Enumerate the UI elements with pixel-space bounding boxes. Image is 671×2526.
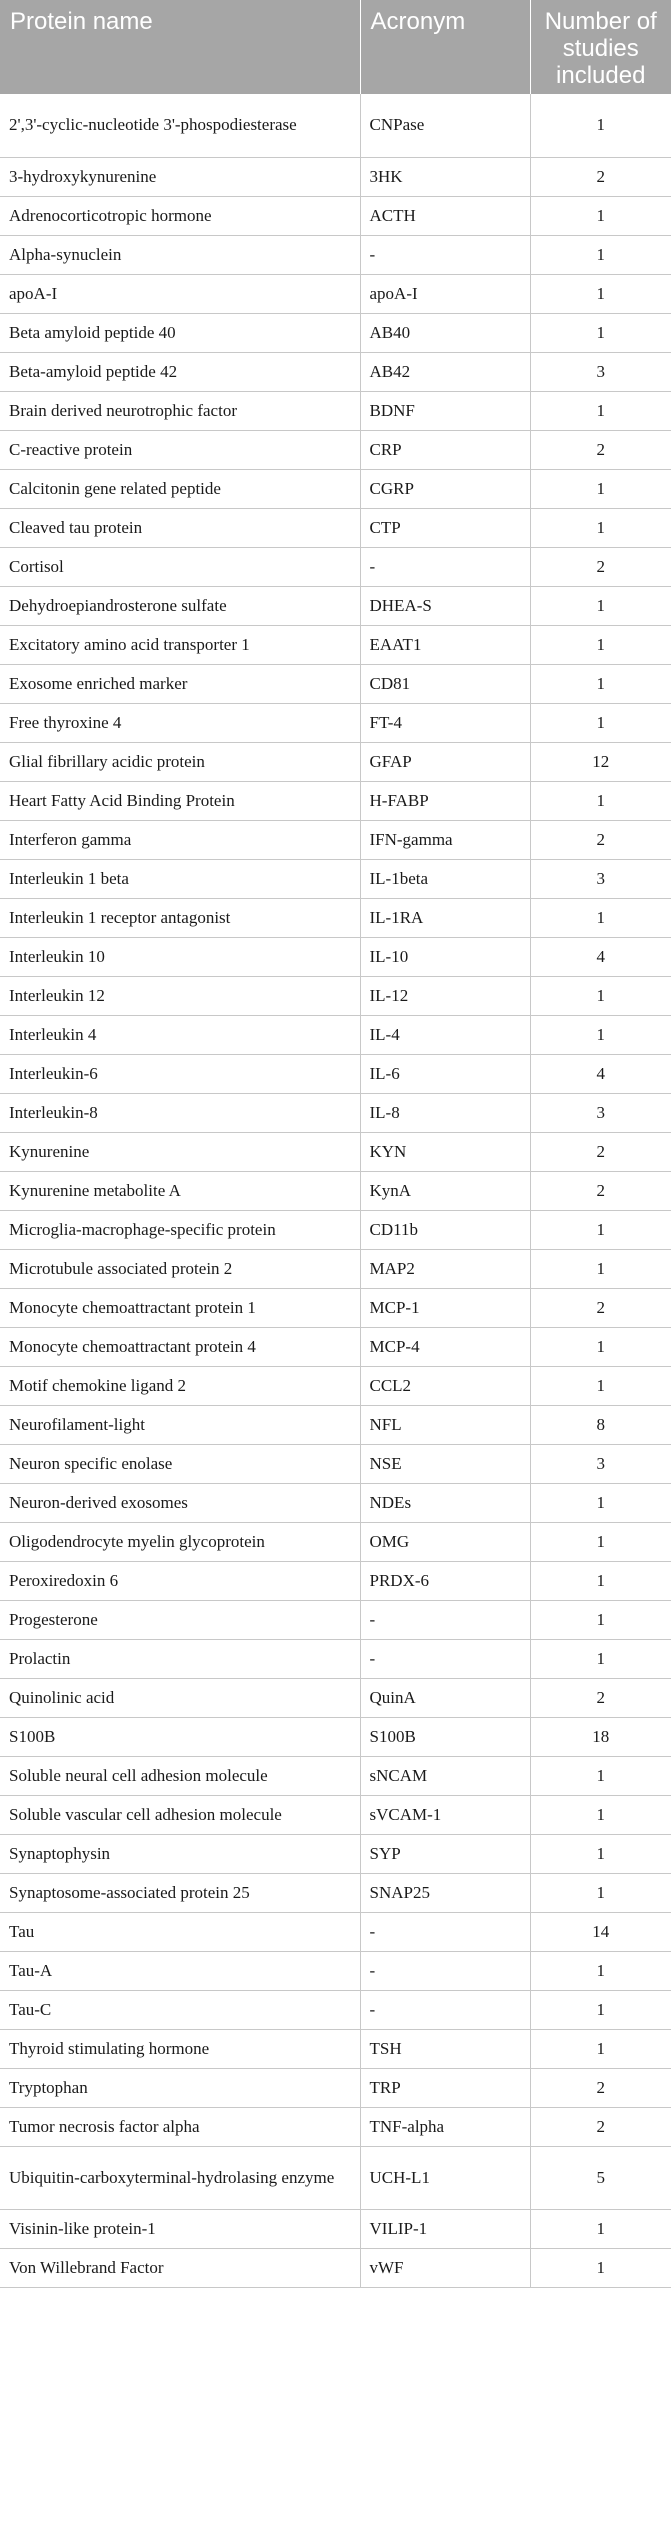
protein-name-cell: Neuron-derived exosomes bbox=[0, 1483, 360, 1522]
protein-name-cell: S100B bbox=[0, 1717, 360, 1756]
protein-name-cell: 3-hydroxykynurenine bbox=[0, 157, 360, 196]
study-count-cell: 2 bbox=[530, 1171, 671, 1210]
acronym-cell: KYN bbox=[360, 1132, 530, 1171]
protein-name-cell: Tau-A bbox=[0, 1951, 360, 1990]
study-count-cell: 1 bbox=[530, 1015, 671, 1054]
acronym-cell: IL-8 bbox=[360, 1093, 530, 1132]
header-row bbox=[0, 0, 671, 94]
protein-name-cell: Tumor necrosis factor alpha bbox=[0, 2107, 360, 2146]
study-count-cell: 1 bbox=[530, 469, 671, 508]
protein-name-cell: Soluble neural cell adhesion molecule bbox=[0, 1756, 360, 1795]
table-row bbox=[0, 703, 671, 742]
acronym-cell: TRP bbox=[360, 2068, 530, 2107]
protein-name-cell: Neuron specific enolase bbox=[0, 1444, 360, 1483]
acronym-cell: CGRP bbox=[360, 469, 530, 508]
protein-name-cell: Synaptosome-associated protein 25 bbox=[0, 1873, 360, 1912]
study-count-cell: 1 bbox=[530, 1327, 671, 1366]
protein-name-cell: Tau bbox=[0, 1912, 360, 1951]
protein-name-cell: Interleukin 10 bbox=[0, 937, 360, 976]
study-count-cell: 1 bbox=[530, 703, 671, 742]
table-row bbox=[0, 1366, 671, 1405]
acronym-cell: H-FABP bbox=[360, 781, 530, 820]
acronym-cell: KynA bbox=[360, 1171, 530, 1210]
acronym-cell: 3HK bbox=[360, 157, 530, 196]
header-study-count: Number of studies included bbox=[530, 0, 671, 94]
table-row bbox=[0, 1756, 671, 1795]
study-count-cell: 2 bbox=[530, 547, 671, 586]
table-row bbox=[0, 1015, 671, 1054]
study-count-cell: 1 bbox=[530, 508, 671, 547]
study-count-cell: 1 bbox=[530, 313, 671, 352]
table-row bbox=[0, 1561, 671, 1600]
study-count-cell: 1 bbox=[530, 2029, 671, 2068]
acronym-cell: MAP2 bbox=[360, 1249, 530, 1288]
study-count-cell: 4 bbox=[530, 937, 671, 976]
acronym-cell: OMG bbox=[360, 1522, 530, 1561]
table-row bbox=[0, 1990, 671, 2029]
protein-name-cell: Interleukin-8 bbox=[0, 1093, 360, 1132]
table-row bbox=[0, 1873, 671, 1912]
study-count-cell: 14 bbox=[530, 1912, 671, 1951]
acronym-cell: UCH-L1 bbox=[360, 2146, 530, 2209]
study-count-cell: 1 bbox=[530, 2209, 671, 2248]
study-count-cell: 1 bbox=[530, 976, 671, 1015]
study-count-cell: 4 bbox=[530, 1054, 671, 1093]
protein-name-cell: Progesterone bbox=[0, 1600, 360, 1639]
acronym-cell: - bbox=[360, 235, 530, 274]
study-count-cell: 1 bbox=[530, 1210, 671, 1249]
protein-name-cell: Beta-amyloid peptide 42 bbox=[0, 352, 360, 391]
study-count-cell: 2 bbox=[530, 157, 671, 196]
table-body bbox=[0, 94, 671, 2287]
table-row bbox=[0, 469, 671, 508]
study-count-cell: 1 bbox=[530, 1990, 671, 2029]
study-count-cell: 1 bbox=[530, 1756, 671, 1795]
table-row bbox=[0, 1405, 671, 1444]
acronym-cell: - bbox=[360, 547, 530, 586]
table-row bbox=[0, 1951, 671, 1990]
protein-name-cell: Monocyte chemoattractant protein 4 bbox=[0, 1327, 360, 1366]
table-row bbox=[0, 391, 671, 430]
study-count-cell: 2 bbox=[530, 2068, 671, 2107]
table-row bbox=[0, 235, 671, 274]
table-row bbox=[0, 859, 671, 898]
acronym-cell: CCL2 bbox=[360, 1366, 530, 1405]
acronym-cell: FT-4 bbox=[360, 703, 530, 742]
table-row bbox=[0, 2107, 671, 2146]
protein-name-cell: Calcitonin gene related peptide bbox=[0, 469, 360, 508]
study-count-cell: 3 bbox=[530, 1093, 671, 1132]
protein-name-cell: Interleukin 4 bbox=[0, 1015, 360, 1054]
table-row bbox=[0, 1639, 671, 1678]
protein-name-cell: Alpha-synuclein bbox=[0, 235, 360, 274]
protein-name-cell: Excitatory amino acid transporter 1 bbox=[0, 625, 360, 664]
protein-name-cell: C-reactive protein bbox=[0, 430, 360, 469]
table-row bbox=[0, 1483, 671, 1522]
acronym-cell: - bbox=[360, 1990, 530, 2029]
acronym-cell: DHEA-S bbox=[360, 586, 530, 625]
protein-name-cell: Beta amyloid peptide 40 bbox=[0, 313, 360, 352]
protein-name-cell: Interleukin 1 receptor antagonist bbox=[0, 898, 360, 937]
study-count-cell: 1 bbox=[530, 391, 671, 430]
table-row bbox=[0, 94, 671, 157]
table-row bbox=[0, 1132, 671, 1171]
acronym-cell: sNCAM bbox=[360, 1756, 530, 1795]
protein-name-cell: Visinin-like protein-1 bbox=[0, 2209, 360, 2248]
table-row bbox=[0, 2068, 671, 2107]
protein-name-cell: Kynurenine metabolite A bbox=[0, 1171, 360, 1210]
study-count-cell: 2 bbox=[530, 1288, 671, 1327]
acronym-cell: IL-10 bbox=[360, 937, 530, 976]
study-count-cell: 1 bbox=[530, 274, 671, 313]
protein-name-cell: Free thyroxine 4 bbox=[0, 703, 360, 742]
protein-name-cell: Thyroid stimulating hormone bbox=[0, 2029, 360, 2068]
table-row bbox=[0, 2029, 671, 2068]
acronym-cell: IL-4 bbox=[360, 1015, 530, 1054]
table-row bbox=[0, 508, 671, 547]
study-count-cell: 1 bbox=[530, 1639, 671, 1678]
table-row bbox=[0, 1054, 671, 1093]
table-row bbox=[0, 820, 671, 859]
protein-name-cell: Oligodendrocyte myelin glycoprotein bbox=[0, 1522, 360, 1561]
acronym-cell: VILIP-1 bbox=[360, 2209, 530, 2248]
acronym-cell: SNAP25 bbox=[360, 1873, 530, 1912]
header-protein-name: Protein name bbox=[0, 0, 360, 94]
acronym-cell: apoA-I bbox=[360, 274, 530, 313]
protein-name-cell: Motif chemokine ligand 2 bbox=[0, 1366, 360, 1405]
table-row bbox=[0, 352, 671, 391]
study-count-cell: 1 bbox=[530, 781, 671, 820]
acronym-cell: EAAT1 bbox=[360, 625, 530, 664]
protein-name-cell: Brain derived neurotrophic factor bbox=[0, 391, 360, 430]
study-count-cell: 5 bbox=[530, 2146, 671, 2209]
study-count-cell: 1 bbox=[530, 1483, 671, 1522]
acronym-cell: - bbox=[360, 1951, 530, 1990]
table-row bbox=[0, 1249, 671, 1288]
study-count-cell: 8 bbox=[530, 1405, 671, 1444]
study-count-cell: 18 bbox=[530, 1717, 671, 1756]
acronym-cell: NDEs bbox=[360, 1483, 530, 1522]
table-row bbox=[0, 274, 671, 313]
table-row bbox=[0, 313, 671, 352]
protein-name-cell: Tau-C bbox=[0, 1990, 360, 2029]
acronym-cell: NSE bbox=[360, 1444, 530, 1483]
acronym-cell: IL-6 bbox=[360, 1054, 530, 1093]
study-count-cell: 2 bbox=[530, 1678, 671, 1717]
table-row bbox=[0, 1210, 671, 1249]
protein-name-cell: Exosome enriched marker bbox=[0, 664, 360, 703]
protein-name-cell: Neurofilament-light bbox=[0, 1405, 360, 1444]
study-count-cell: 2 bbox=[530, 430, 671, 469]
table-row bbox=[0, 742, 671, 781]
protein-name-cell: Peroxiredoxin 6 bbox=[0, 1561, 360, 1600]
study-count-cell: 2 bbox=[530, 820, 671, 859]
table-row bbox=[0, 625, 671, 664]
study-count-cell: 1 bbox=[530, 664, 671, 703]
table-row bbox=[0, 547, 671, 586]
protein-name-cell: Interleukin 1 beta bbox=[0, 859, 360, 898]
acronym-cell: BDNF bbox=[360, 391, 530, 430]
table-row bbox=[0, 898, 671, 937]
table-row bbox=[0, 1717, 671, 1756]
acronym-cell: MCP-1 bbox=[360, 1288, 530, 1327]
table-row bbox=[0, 1288, 671, 1327]
table-row bbox=[0, 1600, 671, 1639]
protein-name-cell: Microglia-macrophage-specific protein bbox=[0, 1210, 360, 1249]
study-count-cell: 12 bbox=[530, 742, 671, 781]
study-count-cell: 1 bbox=[530, 1873, 671, 1912]
table-row bbox=[0, 1795, 671, 1834]
protein-name-cell: Cortisol bbox=[0, 547, 360, 586]
protein-name-cell: apoA-I bbox=[0, 274, 360, 313]
acronym-cell: TNF-alpha bbox=[360, 2107, 530, 2146]
acronym-cell: CNPase bbox=[360, 94, 530, 157]
table-row bbox=[0, 1171, 671, 1210]
table-row bbox=[0, 430, 671, 469]
table-row bbox=[0, 1678, 671, 1717]
study-count-cell: 1 bbox=[530, 235, 671, 274]
protein-name-cell: 2',3'-cyclic-nucleotide 3'-phospodiesterase bbox=[0, 94, 360, 157]
study-count-cell: 1 bbox=[530, 1522, 671, 1561]
table-row bbox=[0, 196, 671, 235]
study-count-cell: 1 bbox=[530, 1795, 671, 1834]
protein-name-cell: Glial fibrillary acidic protein bbox=[0, 742, 360, 781]
acronym-cell: TSH bbox=[360, 2029, 530, 2068]
table-row bbox=[0, 664, 671, 703]
table-row bbox=[0, 586, 671, 625]
header-acronym: Acronym bbox=[360, 0, 530, 94]
acronym-cell: MCP-4 bbox=[360, 1327, 530, 1366]
table-row bbox=[0, 781, 671, 820]
table-row bbox=[0, 157, 671, 196]
study-count-cell: 1 bbox=[530, 898, 671, 937]
acronym-cell: NFL bbox=[360, 1405, 530, 1444]
acronym-cell: IFN-gamma bbox=[360, 820, 530, 859]
table-header bbox=[0, 0, 671, 94]
protein-name-cell: Cleaved tau protein bbox=[0, 508, 360, 547]
study-count-cell: 3 bbox=[530, 1444, 671, 1483]
study-count-cell: 1 bbox=[530, 1249, 671, 1288]
acronym-cell: IL-1RA bbox=[360, 898, 530, 937]
study-count-cell: 2 bbox=[530, 2107, 671, 2146]
table-row bbox=[0, 1327, 671, 1366]
acronym-cell: ACTH bbox=[360, 196, 530, 235]
acronym-cell: S100B bbox=[360, 1717, 530, 1756]
study-count-cell: 1 bbox=[530, 1561, 671, 1600]
protein-name-cell: Synaptophysin bbox=[0, 1834, 360, 1873]
protein-name-cell: Soluble vascular cell adhesion molecule bbox=[0, 1795, 360, 1834]
acronym-cell: CD81 bbox=[360, 664, 530, 703]
table-row bbox=[0, 937, 671, 976]
acronym-cell: AB42 bbox=[360, 352, 530, 391]
acronym-cell: CRP bbox=[360, 430, 530, 469]
protein-name-cell: Interferon gamma bbox=[0, 820, 360, 859]
study-count-cell: 1 bbox=[530, 625, 671, 664]
study-count-cell: 3 bbox=[530, 859, 671, 898]
table-row bbox=[0, 2248, 671, 2287]
protein-name-cell: Quinolinic acid bbox=[0, 1678, 360, 1717]
acronym-cell: - bbox=[360, 1912, 530, 1951]
acronym-cell: SYP bbox=[360, 1834, 530, 1873]
acronym-cell: GFAP bbox=[360, 742, 530, 781]
study-count-cell: 1 bbox=[530, 2248, 671, 2287]
protein-name-cell: Prolactin bbox=[0, 1639, 360, 1678]
acronym-cell: CTP bbox=[360, 508, 530, 547]
study-count-cell: 2 bbox=[530, 1132, 671, 1171]
protein-name-cell: Ubiquitin-carboxyterminal-hydrolasing enzyme bbox=[0, 2146, 360, 2209]
protein-name-cell: Microtubule associated protein 2 bbox=[0, 1249, 360, 1288]
protein-name-cell: Interleukin-6 bbox=[0, 1054, 360, 1093]
study-count-cell: 1 bbox=[530, 1951, 671, 1990]
study-count-cell: 1 bbox=[530, 1600, 671, 1639]
acronym-cell: IL-1beta bbox=[360, 859, 530, 898]
protein-name-cell: Monocyte chemoattractant protein 1 bbox=[0, 1288, 360, 1327]
acronym-cell: sVCAM-1 bbox=[360, 1795, 530, 1834]
acronym-cell: CD11b bbox=[360, 1210, 530, 1249]
acronym-cell: QuinA bbox=[360, 1678, 530, 1717]
table-row bbox=[0, 1912, 671, 1951]
study-count-cell: 1 bbox=[530, 94, 671, 157]
study-count-cell: 1 bbox=[530, 196, 671, 235]
protein-name-cell: Dehydroepiandrosterone sulfate bbox=[0, 586, 360, 625]
study-count-cell: 1 bbox=[530, 1366, 671, 1405]
acronym-cell: IL-12 bbox=[360, 976, 530, 1015]
acronym-cell: vWF bbox=[360, 2248, 530, 2287]
acronym-cell: AB40 bbox=[360, 313, 530, 352]
study-count-cell: 3 bbox=[530, 352, 671, 391]
protein-name-cell: Kynurenine bbox=[0, 1132, 360, 1171]
table-row bbox=[0, 2146, 671, 2209]
study-count-cell: 1 bbox=[530, 586, 671, 625]
protein-name-cell: Interleukin 12 bbox=[0, 976, 360, 1015]
table-row bbox=[0, 2209, 671, 2248]
table-row bbox=[0, 1093, 671, 1132]
acronym-cell: PRDX-6 bbox=[360, 1561, 530, 1600]
acronym-cell: - bbox=[360, 1600, 530, 1639]
table-row bbox=[0, 1522, 671, 1561]
protein-name-cell: Heart Fatty Acid Binding Protein bbox=[0, 781, 360, 820]
acronym-cell: - bbox=[360, 1639, 530, 1678]
protein-name-cell: Tryptophan bbox=[0, 2068, 360, 2107]
protein-name-cell: Adrenocorticotropic hormone bbox=[0, 196, 360, 235]
study-count-cell: 1 bbox=[530, 1834, 671, 1873]
table-row bbox=[0, 1444, 671, 1483]
table-row bbox=[0, 1834, 671, 1873]
table-row bbox=[0, 976, 671, 1015]
protein-name-cell: Von Willebrand Factor bbox=[0, 2248, 360, 2287]
